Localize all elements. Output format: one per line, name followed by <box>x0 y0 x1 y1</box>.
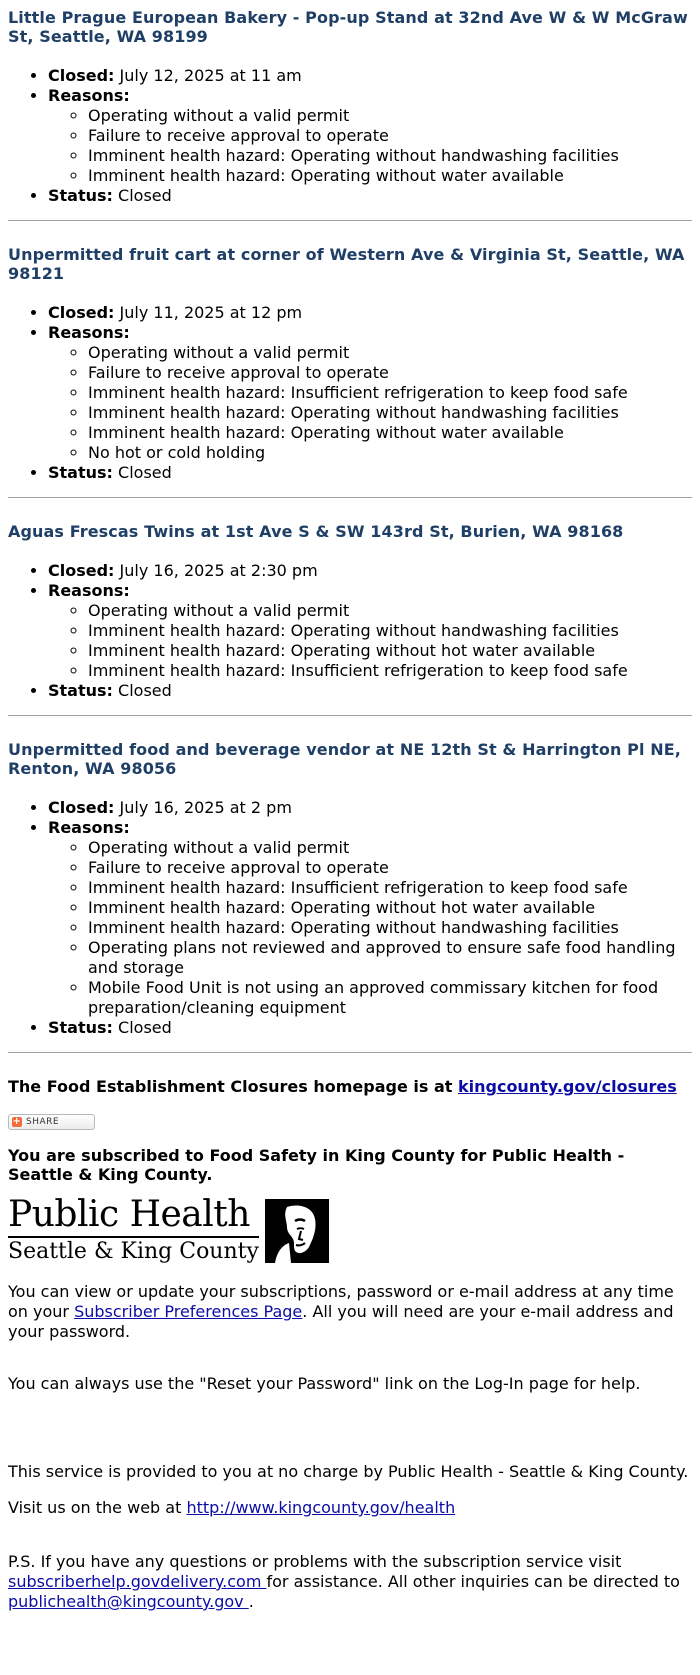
reason-item: ◦ Mobile Food Unit is not using an approved commissary kitchen for food preparation/cleaning equipment <box>88 978 692 1018</box>
service-paragraph: This service is provided to you at no charge by Public Health - Seattle & King County. <box>8 1462 689 1481</box>
closure-list <box>8 8 692 1053</box>
share-button[interactable] <box>8 1114 95 1130</box>
logo-portrait-icon <box>265 1199 329 1263</box>
reason-item: ◦ Imminent health hazard: Operating without handwashing facilities <box>88 918 692 938</box>
reason-item: ◦ Imminent health hazard: Operating without hot water available <box>88 641 692 661</box>
closures-homepage-link[interactable]: kingcounty.gov/closures <box>457 1077 677 1096</box>
closure-title: Unpermitted food and beverage vendor at NE 12th St & Harrington Pl NE, Renton, WA 98056 <box>8 740 681 778</box>
reasons-row <box>48 818 692 1018</box>
divider <box>8 220 692 221</box>
reason-item: ◦ Operating without a valid permit <box>88 343 692 363</box>
status-value: Closed <box>118 1018 172 1037</box>
reason-item: ◦ Operating without a valid permit <box>88 601 692 621</box>
reason-item: ◦ Imminent health hazard: Operating without water available <box>88 166 692 186</box>
closure-details <box>8 66 692 206</box>
reason-item: ◦ Operating without a valid permit <box>88 838 692 858</box>
status-label: Status: <box>48 463 113 482</box>
reasons-list <box>48 343 692 463</box>
status-label: Status: <box>48 1018 113 1037</box>
closed-label: Closed: <box>48 303 115 322</box>
divider <box>8 715 692 716</box>
reason-item: ◦ Imminent health hazard: Operating without handwashing facilities <box>88 621 692 641</box>
closure-item <box>8 245 692 498</box>
reasons-label: Reasons: <box>48 581 130 600</box>
status-label: Status: <box>48 186 113 205</box>
logo-line-2: Seattle & King County <box>8 1239 259 1264</box>
closed-label: Closed: <box>48 561 115 580</box>
subscription-notice: You are subscribed to Food Safety in King County for Public Health - Seattle & King County. <box>8 1146 625 1184</box>
closed-row <box>48 798 692 818</box>
public-health-logo <box>8 1196 692 1266</box>
status-row <box>48 1018 692 1038</box>
reset-password-paragraph: You can always use the "Reset your Password" link on the Log-In page for help. <box>8 1374 641 1393</box>
reason-item: ◦ Imminent health hazard: Operating without handwashing facilities <box>88 403 692 423</box>
ps-paragraph <box>8 1552 692 1612</box>
reason-item: ◦ Imminent health hazard: Insufficient refrigeration to keep food safe <box>88 383 692 403</box>
closure-item <box>8 522 692 716</box>
closure-item <box>8 8 692 221</box>
reason-item: ◦ Operating plans not reviewed and approved to ensure safe food handling and storage <box>88 938 692 978</box>
reason-item: ◦ Imminent health hazard: Insufficient refrigeration to keep food safe <box>88 661 692 681</box>
share-label: SHARE <box>26 1117 60 1127</box>
closure-item <box>8 740 692 1053</box>
preferences-paragraph <box>8 1282 692 1342</box>
preferences-text-end: . All you will need are your e-mail address and your password. <box>8 1302 674 1341</box>
closure-details <box>8 798 692 1038</box>
closed-row <box>48 303 692 323</box>
subscriber-preferences-link[interactable]: Subscriber Preferences Page <box>74 1302 303 1321</box>
divider <box>8 1052 692 1053</box>
reason-item: ◦ Imminent health hazard: Operating without hot water available <box>88 898 692 918</box>
reasons-list <box>48 601 692 681</box>
closed-row <box>48 561 692 581</box>
closed-date: July 16, 2025 at 2:30 pm <box>119 561 318 580</box>
reason-item: ◦ Imminent health hazard: Operating without water available <box>88 423 692 443</box>
reason-item: ◦ Failure to receive approval to operate <box>88 363 692 383</box>
closed-label: Closed: <box>48 798 115 817</box>
publichealth-email-link[interactable]: publichealth@kingcounty.gov <box>8 1592 249 1611</box>
status-value: Closed <box>118 681 172 700</box>
status-value: Closed <box>118 463 172 482</box>
ps-text: P.S. If you have any questions or problems with the subscription service visit <box>8 1552 622 1571</box>
closed-label: Closed: <box>48 66 115 85</box>
visit-web-text: Visit us on the web at <box>8 1498 187 1517</box>
logo-line-1: Public Health <box>8 1196 259 1238</box>
reasons-row <box>48 86 692 186</box>
closed-date: July 11, 2025 at 12 pm <box>119 303 303 322</box>
ps-text-middle: for assistance. All other inquiries can be directed to <box>266 1572 680 1591</box>
reason-item: ◦ Failure to receive approval to operate <box>88 858 692 878</box>
plus-icon: + <box>12 1116 22 1127</box>
status-row <box>48 681 692 701</box>
reasons-label: Reasons: <box>48 86 130 105</box>
reasons-row <box>48 323 692 463</box>
closure-title: Unpermitted fruit cart at corner of Western Ave & Virginia St, Seattle, WA 98121 <box>8 245 685 283</box>
reasons-label: Reasons: <box>48 818 130 837</box>
closed-row <box>48 66 692 86</box>
homepage-text: The Food Establishment Closures homepage is at <box>8 1077 458 1096</box>
visit-web-paragraph <box>8 1498 692 1518</box>
reason-item: ◦ Imminent health hazard: Operating without handwashing facilities <box>88 146 692 166</box>
preferences-text: You can view or update your subscriptions, password or e-mail address at any time on your <box>8 1282 674 1321</box>
ps-text-end: . <box>248 1592 254 1611</box>
subscriber-help-link[interactable]: subscriberhelp.govdelivery.com <box>8 1572 267 1591</box>
status-row <box>48 463 692 483</box>
closure-details <box>8 561 692 701</box>
homepage-line <box>8 1077 692 1097</box>
divider <box>8 497 692 498</box>
closure-title: Little Prague European Bakery - Pop-up Stand at 32nd Ave W & W McGraw St, Seattle, WA 98199 <box>8 8 688 46</box>
health-website-link[interactable]: http://www.kingcounty.gov/health <box>186 1498 456 1517</box>
reason-item: ◦ Imminent health hazard: Insufficient refrigeration to keep food safe <box>88 878 692 898</box>
closure-title: Aguas Frescas Twins at 1st Ave S & SW 143rd St, Burien, WA 98168 <box>8 522 624 541</box>
status-value: Closed <box>118 186 172 205</box>
reason-item: ◦ No hot or cold holding <box>88 443 692 463</box>
status-row <box>48 186 692 206</box>
reasons-list <box>48 106 692 186</box>
reason-item: ◦ Failure to receive approval to operate <box>88 126 692 146</box>
status-label: Status: <box>48 681 113 700</box>
closed-date: July 16, 2025 at 2 pm <box>119 798 292 817</box>
closed-date: July 12, 2025 at 11 am <box>119 66 302 85</box>
closure-details <box>8 303 692 483</box>
reasons-list <box>48 838 692 1018</box>
reason-item: ◦ Operating without a valid permit <box>88 106 692 126</box>
reasons-row <box>48 581 692 681</box>
reasons-label: Reasons: <box>48 323 130 342</box>
